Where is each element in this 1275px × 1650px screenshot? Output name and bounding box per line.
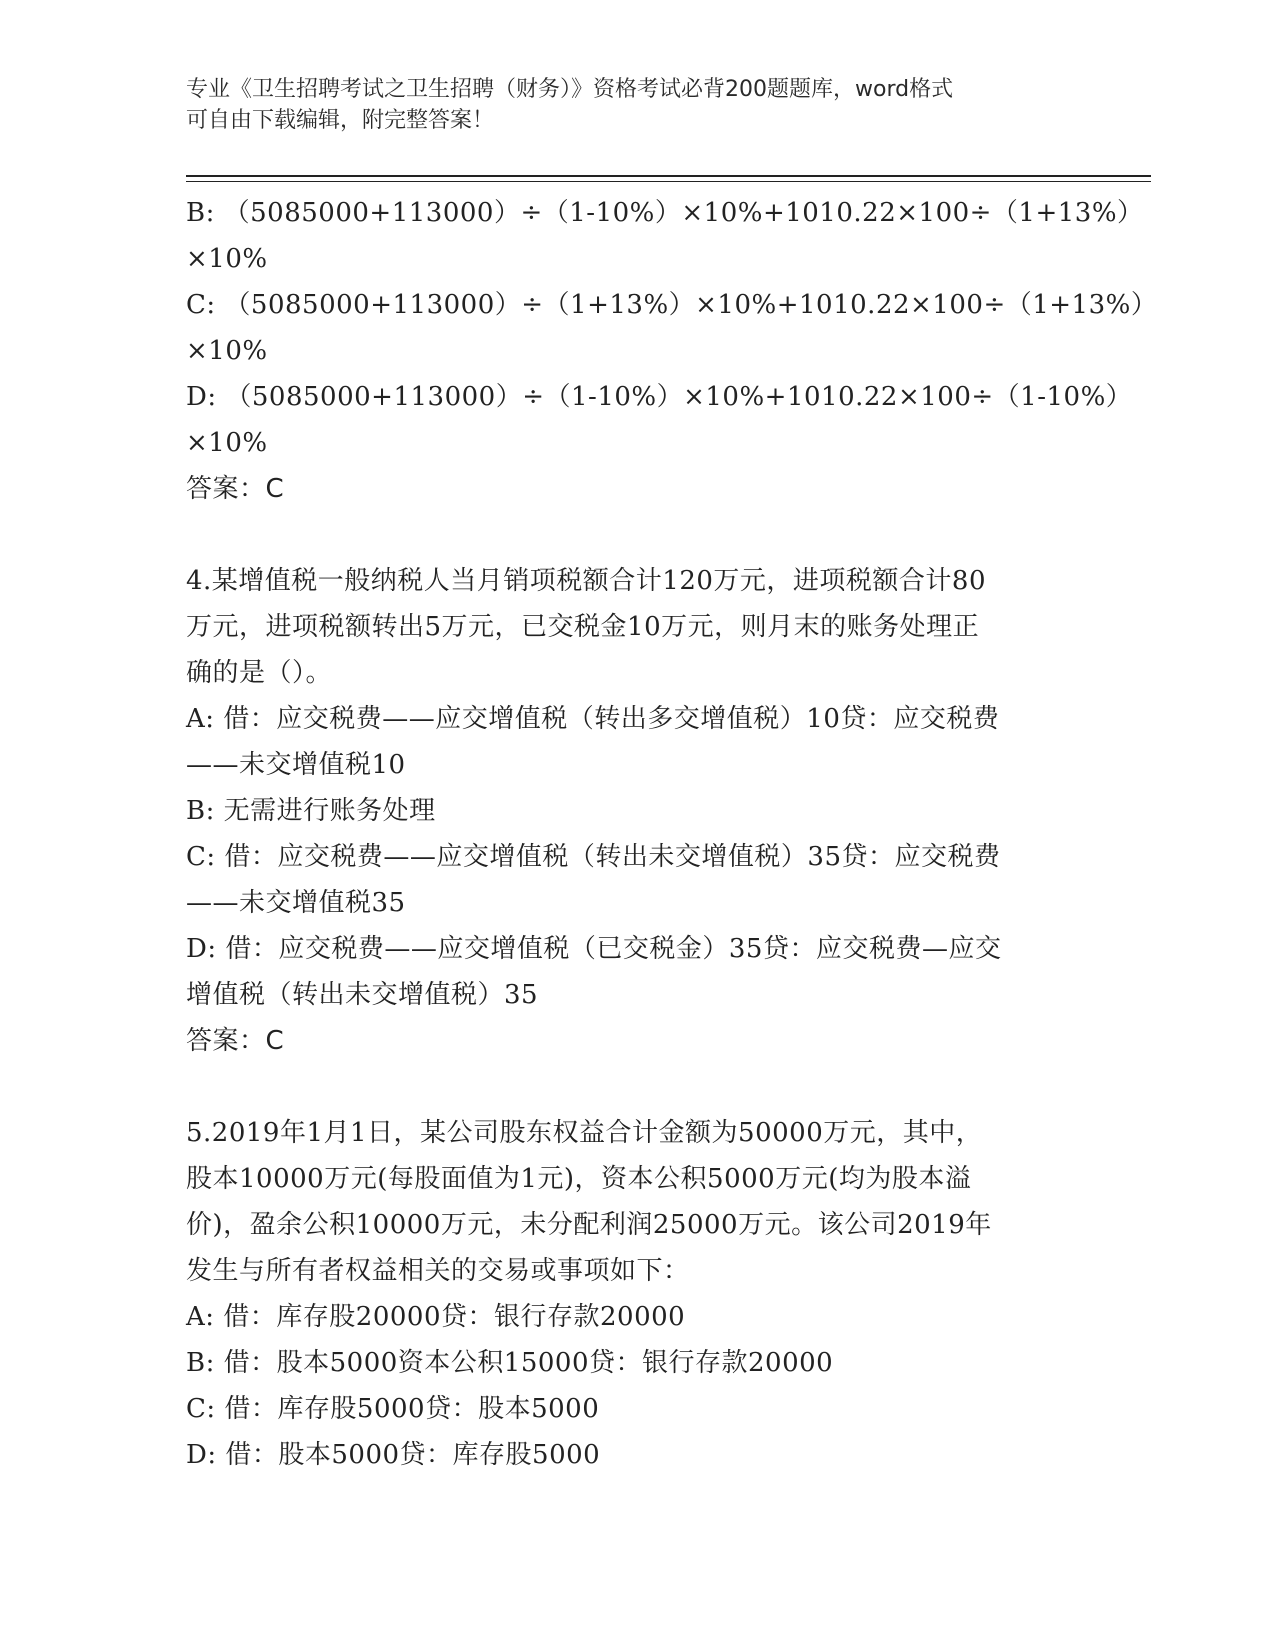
q4-option-c-cont: ——未交增值税35 [186,888,406,918]
document-body [186,190,1158,1478]
header-divider-thin [186,181,1151,182]
q4-option-d-cont: 增值税（转出未交增值税）35 [186,980,539,1010]
q4-option-a: A: 借：应交税费——应交增值税（转出多交增值税）10贷：应交税费 [186,704,1000,734]
q3-option-b-cont: ×10% [186,244,268,274]
spacer [186,512,1086,558]
q3-option-c: C: （5085000+113000）÷（1+13%）×10%+1010.22×100÷（1+13%） [186,290,1158,320]
q4-option-d: D: 借：应交税费——应交增值税（已交税金）35贷：应交税费—应交 [186,934,1002,964]
question-5 [186,1110,1086,1478]
header-divider-thick [186,175,1151,177]
q3-option-c-cont: ×10% [186,336,268,366]
q3-option-b: B: （5085000+113000）÷（1-10%）×10%+1010.22×100÷（1+13%） [186,198,1144,228]
question-3 [186,190,1158,512]
q5-option-a: A: 借：库存股20000贷：银行存款20000 [186,1302,686,1332]
header-line-1: 专业《卫生招聘考试之卫生招聘（财务）》资格考试必背200题题库，word格式 [186,77,954,102]
q5-stem-2: 股本10000万元(每股面值为1元)，资本公积5000万元(均为股本溢 [186,1164,972,1194]
q5-stem-4: 发生与所有者权益相关的交易或事项如下： [186,1256,690,1286]
q4-stem-3: 确的是（）。 [186,658,333,688]
q5-stem-1: 5.2019年1月1日，某公司股东权益合计金额为50000万元，其中， [186,1118,983,1148]
q3-option-d: D: （5085000+113000）÷（1-10%）×10%+1010.22×100÷（1-10%） [186,382,1133,412]
page-header [186,74,1086,136]
q5-option-d: D: 借：股本5000贷：库存股5000 [186,1440,601,1470]
question-4 [186,558,1086,1064]
q4-option-c: C: 借：应交税费——应交增值税（转出未交增值税）35贷：应交税费 [186,842,1001,872]
q5-option-c: C: 借：库存股5000贷：股本5000 [186,1394,600,1424]
spacer [186,1064,1086,1110]
q3-option-d-cont: ×10% [186,428,268,458]
q4-stem-1: 4.某增值税一般纳税人当月销项税额合计120万元，进项税额合计80 [186,566,987,596]
q5-option-b: B: 借：股本5000资本公积15000贷：银行存款20000 [186,1348,834,1378]
header-line-2: 可自由下载编辑，附完整答案！ [186,108,495,133]
q3-answer: 答案：C [186,474,285,504]
q4-stem-2: 万元，进项税额转出5万元，已交税金10万元，则月末的账务处理正 [186,612,980,642]
q4-option-a-cont: ——未交增值税10 [186,750,406,780]
q4-answer: 答案：C [186,1026,285,1056]
q5-stem-3: 价)，盈余公积10000万元，未分配利润25000万元。该公司2019年 [186,1210,992,1240]
q4-option-b: B: 无需进行账务处理 [186,796,436,826]
